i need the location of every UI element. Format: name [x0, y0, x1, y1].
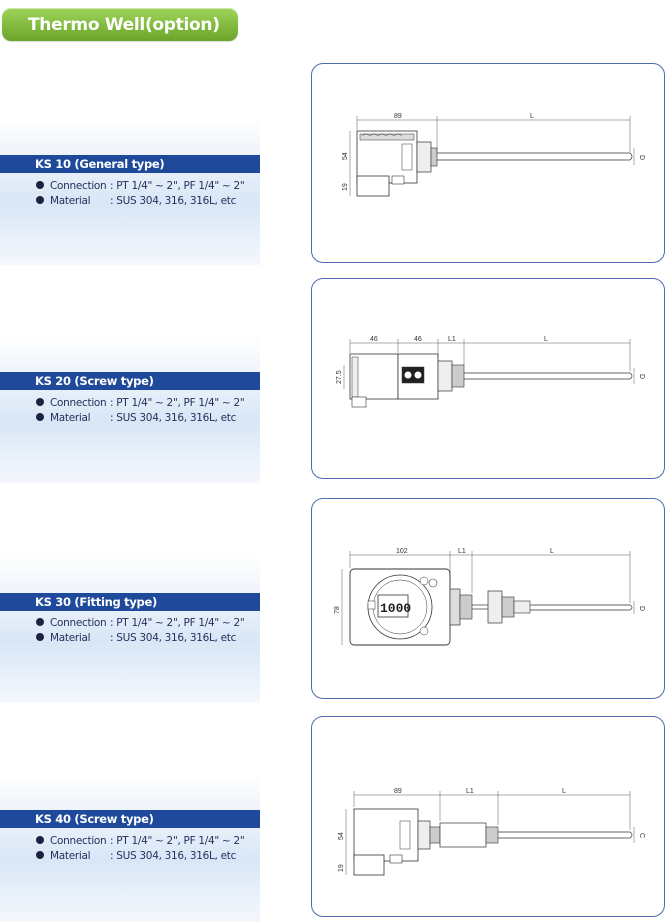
spec-label: Connection [50, 180, 107, 192]
dim-54: 54 [338, 832, 345, 840]
dim-78: 78 [334, 606, 341, 614]
dim-54: 54 [342, 152, 349, 160]
spec-material-ks40 [36, 850, 236, 862]
dim-27-5: 27.5 [336, 370, 343, 384]
drawing-ks20 [312, 279, 666, 480]
spec-value: : SUS 304, 316, 316L, etc [110, 195, 237, 207]
bullet-icon [36, 196, 44, 204]
spec-value: : PT 1/4" ~ 2", PF 1/4" ~ 2" [110, 835, 245, 847]
dim-L1: L1 [448, 336, 456, 343]
spec-connection-ks20 [36, 397, 244, 409]
dim-L: L [562, 788, 566, 795]
model-title-ks40: KS 40 (Screw type) [0, 810, 260, 828]
bullet-icon [36, 851, 44, 859]
model-title-ks20: KS 20 (Screw type) [0, 372, 260, 390]
dim-102: 102 [396, 548, 408, 555]
bullet-icon [36, 398, 44, 406]
drawing-box-ks20 [311, 278, 665, 479]
model-title-ks30: KS 30 (Fitting type) [0, 593, 260, 611]
bullet-icon [36, 181, 44, 189]
dim-C: C [638, 833, 645, 839]
spec-connection-ks10 [36, 180, 244, 192]
spec-value: : SUS 304, 316, 316L, etc [110, 632, 237, 644]
page-title: Thermo Well(option) [2, 8, 238, 41]
drawing-box-ks10 [311, 63, 665, 263]
drawing-box-ks40 [311, 716, 665, 917]
dim-89: 89 [394, 113, 402, 120]
drawing-ks30 [312, 499, 666, 700]
spec-material-ks20 [36, 412, 236, 424]
dim-L: L [530, 113, 534, 120]
spec-value: : PT 1/4" ~ 2", PF 1/4" ~ 2" [110, 397, 245, 409]
spec-label: Material [50, 632, 91, 644]
spec-label: Material [50, 195, 91, 207]
dim-D: D [638, 606, 645, 612]
spec-material-ks30 [36, 632, 236, 644]
spec-connection-ks30 [36, 617, 244, 629]
spec-value: : SUS 304, 316, 316L, etc [110, 412, 237, 424]
dim-19: 19 [338, 864, 345, 872]
spec-label: Material [50, 850, 91, 862]
spec-label: Connection [50, 397, 107, 409]
dim-L1: L1 [458, 548, 466, 555]
spec-value: : PT 1/4" ~ 2", PF 1/4" ~ 2" [110, 180, 245, 192]
bullet-icon [36, 836, 44, 844]
drawing-ks40 [312, 717, 666, 918]
dim-89: 89 [394, 788, 402, 795]
dim-19: 19 [342, 183, 349, 191]
spec-value: : SUS 304, 316, 316L, etc [110, 850, 237, 862]
display-readout: 1000 [380, 601, 412, 616]
spec-label: Connection [50, 617, 107, 629]
bullet-icon [36, 618, 44, 626]
dim-L: L [550, 548, 554, 555]
dim-L: L [544, 336, 548, 343]
model-title-ks10: KS 10 (General type) [0, 155, 260, 173]
spec-value: : PT 1/4" ~ 2", PF 1/4" ~ 2" [110, 617, 245, 629]
dim-D: D [638, 374, 645, 380]
spec-material-ks10 [36, 195, 236, 207]
bullet-icon [36, 413, 44, 421]
bullet-icon [36, 633, 44, 641]
dim-L1: L1 [466, 788, 474, 795]
spec-label: Connection [50, 835, 107, 847]
drawing-ks10 [312, 64, 666, 264]
dim-D: D [638, 155, 645, 161]
dim-46b: 46 [414, 336, 422, 343]
spec-connection-ks40 [36, 835, 244, 847]
dim-46a: 46 [370, 336, 378, 343]
spec-label: Material [50, 412, 91, 424]
drawing-box-ks30 [311, 498, 665, 699]
